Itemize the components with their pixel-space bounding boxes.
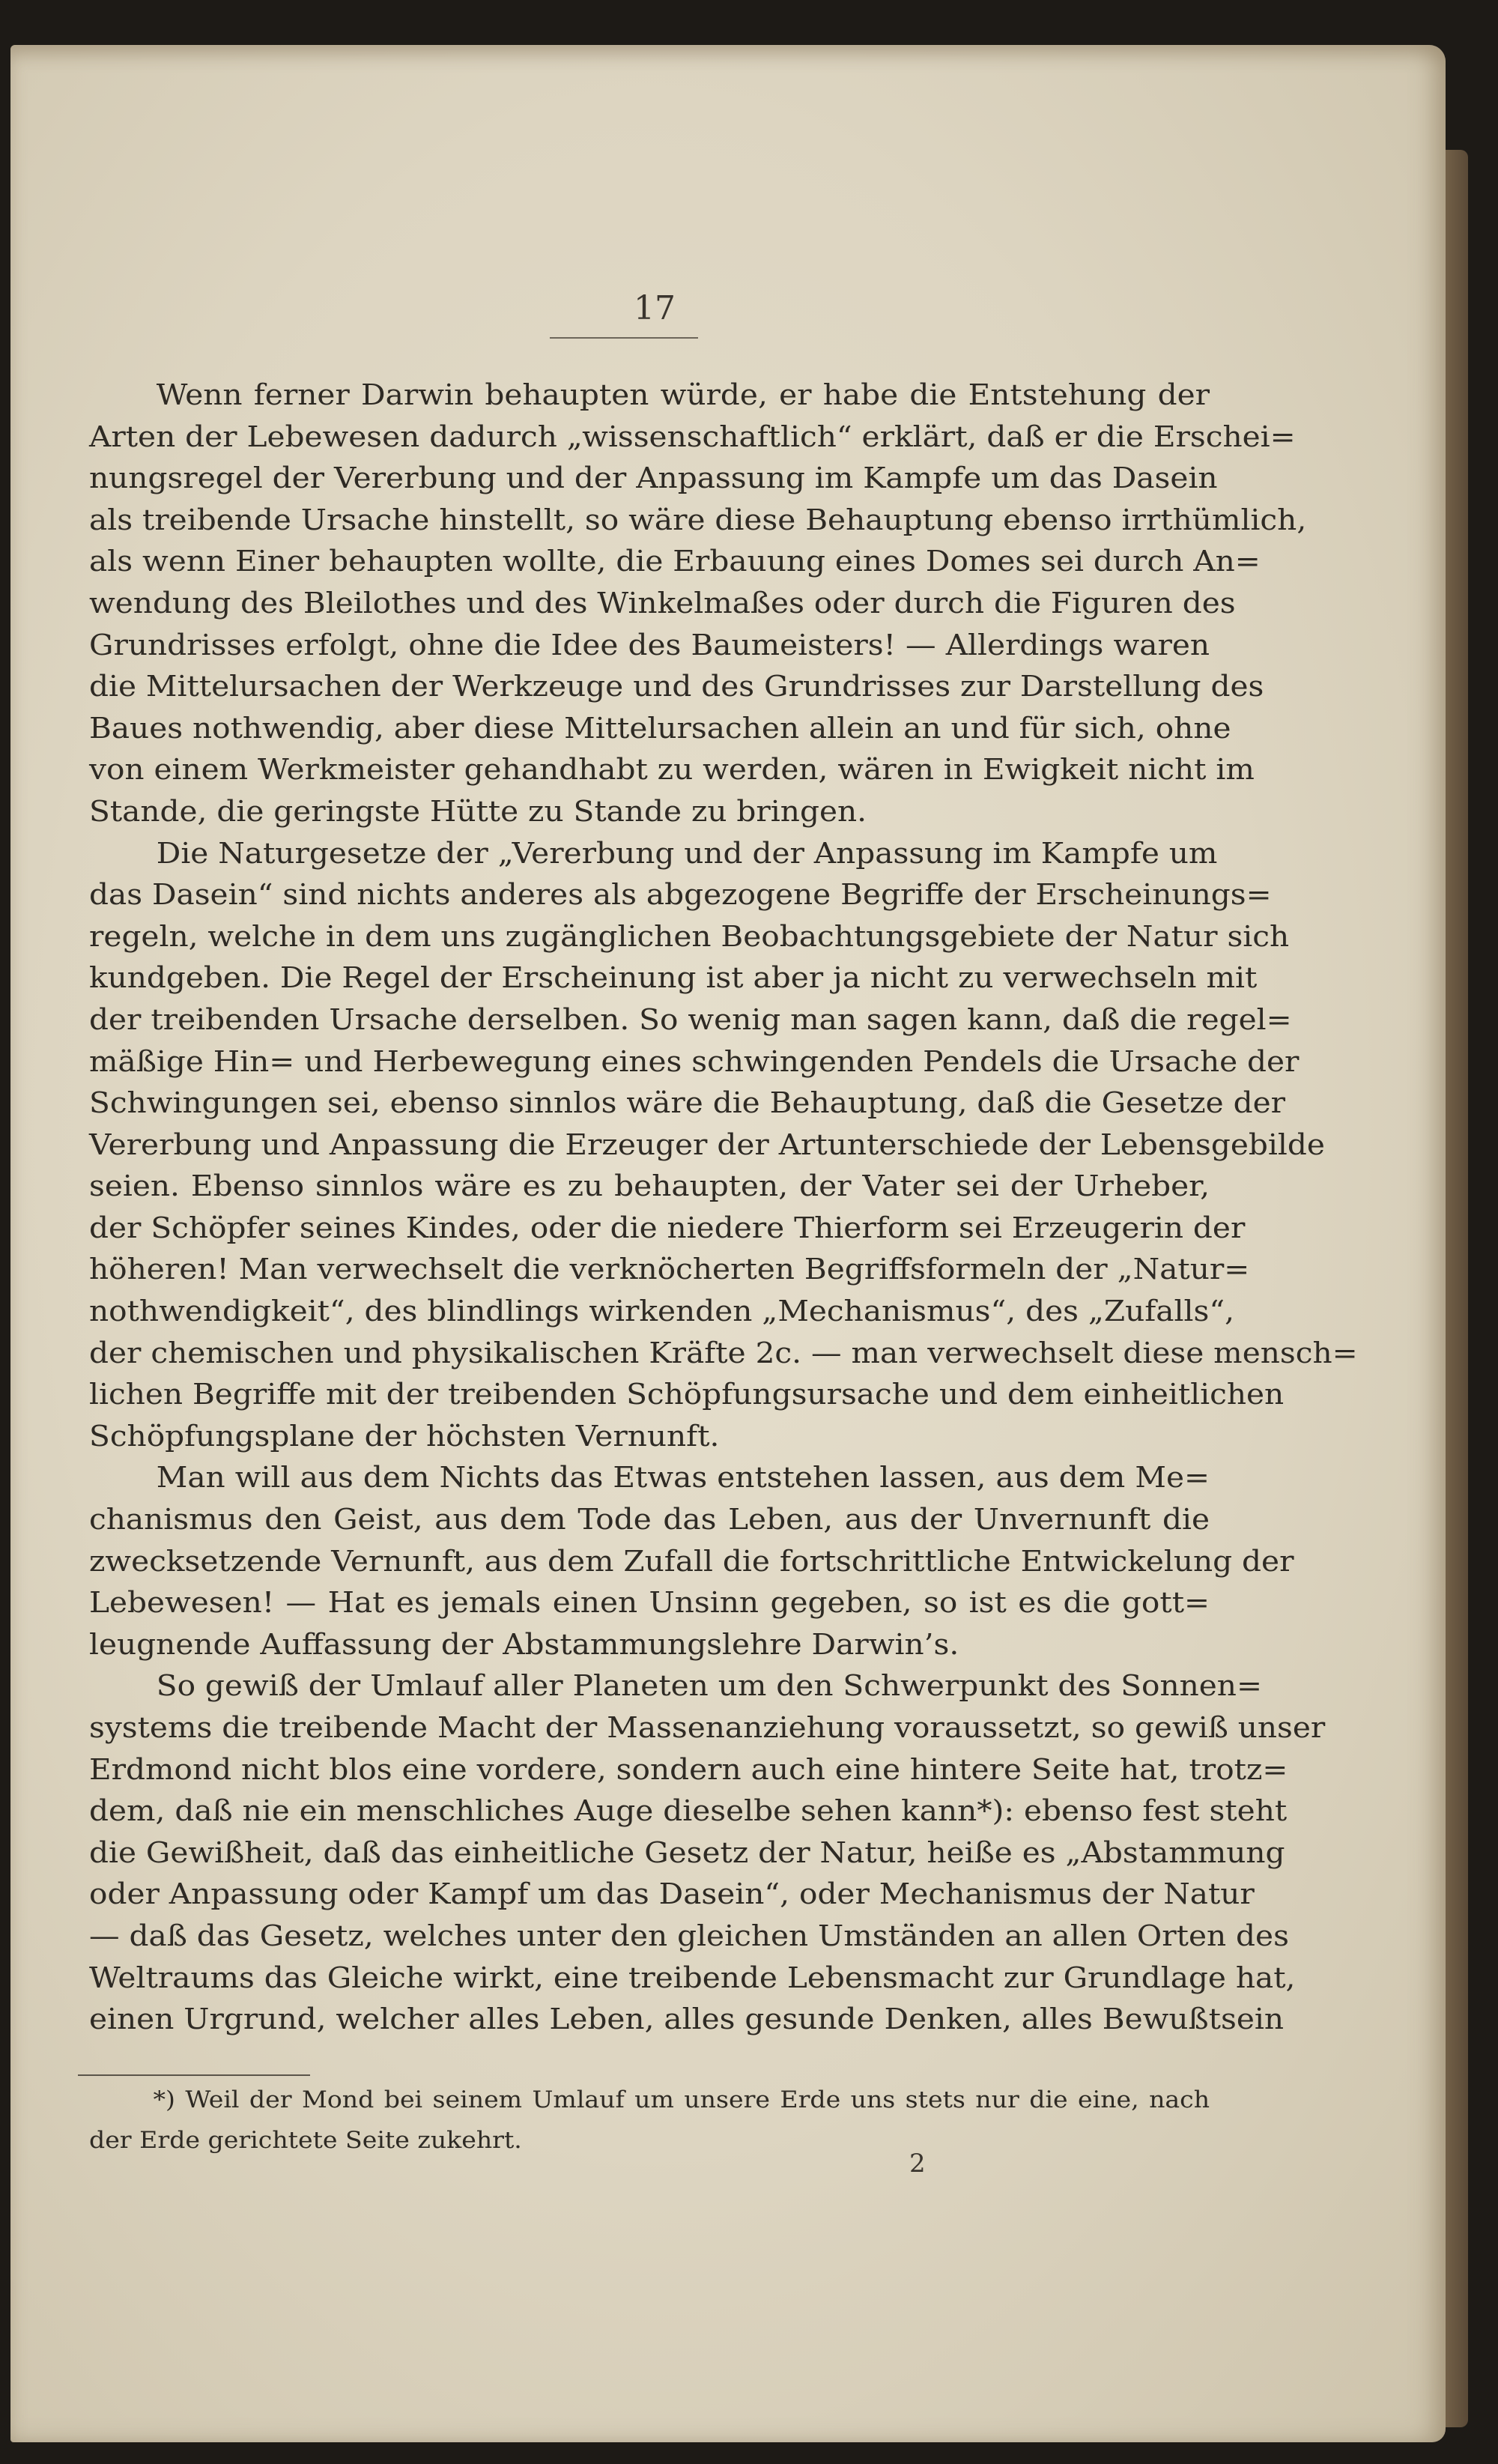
text-line: mäßige Hin= und Herbewegung eines schwingenden Pendels die Ursache der bbox=[89, 1044, 1300, 1078]
text-line: als treibende Ursache hinstellt, so wäre diese Behauptung ebenso irrthümlich, bbox=[89, 503, 1307, 536]
text-line: Weltraums das Gleiche wirkt, eine treibende Lebensmacht zur Grundlage hat, bbox=[89, 1961, 1296, 1994]
text-line: höheren! Man verwechselt die verknöcherten Begriffsformeln der „Natur= bbox=[89, 1253, 1250, 1286]
page-number: 17 bbox=[634, 289, 676, 327]
text-line: Erdmond nicht blos eine vordere, sondern auch eine hintere Seite hat, trotz= bbox=[89, 1752, 1288, 1786]
text-line: Stande, die geringste Hütte zu Stande zu bringen. bbox=[89, 794, 867, 828]
text-line: So gewiß der Umlauf aller Planeten um den Schwerpunkt des Sonnen= bbox=[156, 1669, 1262, 1703]
text-line: oder Anpassung oder Kampf um das Dasein“, oder Mechanismus der Natur bbox=[89, 1877, 1255, 1911]
text-line: der treibenden Ursache derselben. So wenig man sagen kann, daß die regel= bbox=[89, 1002, 1292, 1036]
text-line: Lebewesen! — Hat es jemals einen Unsinn gegeben, so ist es die gott= bbox=[89, 1586, 1210, 1620]
text-line: das Dasein“ sind nichts anderes als abgezogene Begriffe der Erscheinungs= bbox=[89, 878, 1272, 912]
text-line: nothwendigkeit“, des blindlings wirkenden „Mechanismus“, des „Zufalls“, bbox=[89, 1295, 1234, 1328]
footnote-line: *) Weil der Mond bei seinem Umlauf um unsere Erde uns stets nur die eine, nach bbox=[153, 2086, 1210, 2113]
text-line: die Mittelursachen der Werkzeuge und des Grundrisses zur Darstellung des bbox=[89, 670, 1264, 703]
text-line: dem, daß nie ein menschliches Auge dieselbe sehen kann*): ebenso fest steht bbox=[89, 1794, 1288, 1828]
text-line: Man will aus dem Nichts das Etwas entstehen lassen, aus dem Me= bbox=[156, 1461, 1210, 1495]
text-line: einen Urgrund, welcher alles Leben, alles gesunde Denken, alles Bewußtsein bbox=[89, 2003, 1285, 2036]
text-line: lichen Begriffe mit der treibenden Schöpfungsursache und dem einheitlichen bbox=[89, 1378, 1285, 1411]
text-line: leugnende Auffassung der Abstammungslehre Darwin’s. bbox=[89, 1627, 959, 1661]
text-line: zwecksetzende Vernunft, aus dem Zufall die fortschrittliche Entwickelung der bbox=[89, 1544, 1294, 1578]
printer-signature-mark: 2 bbox=[909, 2149, 926, 2179]
text-line: systems die treibende Macht der Massenanziehung voraussetzt, so gewiß unser bbox=[89, 1711, 1326, 1744]
text-line: Die Naturgesetze der „Vererbung und der Anpassung im Kampfe um bbox=[156, 836, 1218, 870]
body-text bbox=[89, 375, 1358, 2041]
text-line: Vererbung und Anpassung die Erzeuger der Artunterschiede der Lebensgebilde bbox=[89, 1127, 1325, 1161]
text-line: der Schöpfer seines Kindes, oder die niedere Thierform sei Erzeugerin der bbox=[89, 1211, 1246, 1244]
text-line: Baues nothwendig, aber diese Mittelursachen allein an und für sich, ohne bbox=[89, 711, 1231, 745]
text-line: wendung des Bleilothes und des Winkelmaßes oder durch die Figuren des bbox=[89, 586, 1236, 620]
page-number-rule bbox=[550, 337, 698, 339]
text-line: chanismus den Geist, aus dem Tode das Leben, aus der Unvernunft die bbox=[89, 1503, 1210, 1537]
text-line: — daß das Gesetz, welches unter den gleichen Umständen an allen Orten des bbox=[89, 1919, 1289, 1952]
footnote-line: der Erde gerichtete Seite zukehrt. bbox=[89, 2127, 522, 2154]
text-line: der chemischen und physikalischen Kräfte 2c. — man verwechselt diese mensch= bbox=[89, 1336, 1358, 1369]
text-line: Grundrisses erfolgt, ohne die Idee des Baumeisters! — Allerdings waren bbox=[89, 628, 1210, 662]
text-line: Wenn ferner Darwin behaupten würde, er habe die Entstehung der bbox=[156, 378, 1210, 411]
text-line: von einem Werkmeister gehandhabt zu werden, wären in Ewigkeit nicht im bbox=[89, 753, 1255, 787]
text-line: Schöpfungsplane der höchsten Vernunft. bbox=[89, 1419, 720, 1453]
footnote-rule bbox=[78, 2074, 310, 2076]
book-page bbox=[10, 45, 1446, 2442]
text-line: seien. Ebenso sinnlos wäre es zu behaupten, der Vater sei der Urheber, bbox=[89, 1169, 1210, 1203]
text-line: die Gewißheit, daß das einheitliche Gesetz der Natur, heiße es „Abstammung bbox=[89, 1835, 1285, 1869]
text-line: Arten der Lebewesen dadurch „wissenschaftlich“ erklärt, daß er die Erschei= bbox=[89, 420, 1296, 453]
text-line: nungsregel der Vererbung und der Anpassung im Kampfe um das Dasein bbox=[89, 461, 1218, 495]
text-line: als wenn Einer behaupten wollte, die Erbauung eines Domes sei durch An= bbox=[89, 545, 1261, 578]
text-line: regeln, welche in dem uns zugänglichen Beobachtungsgebiete der Natur sich bbox=[89, 919, 1290, 953]
text-line: kundgeben. Die Regel der Erscheinung ist aber ja nicht zu verwechseln mit bbox=[89, 961, 1258, 995]
footnote bbox=[89, 2080, 1210, 2161]
text-line: Schwingungen sei, ebenso sinnlos wäre die Behauptung, daß die Gesetze der bbox=[89, 1086, 1286, 1120]
